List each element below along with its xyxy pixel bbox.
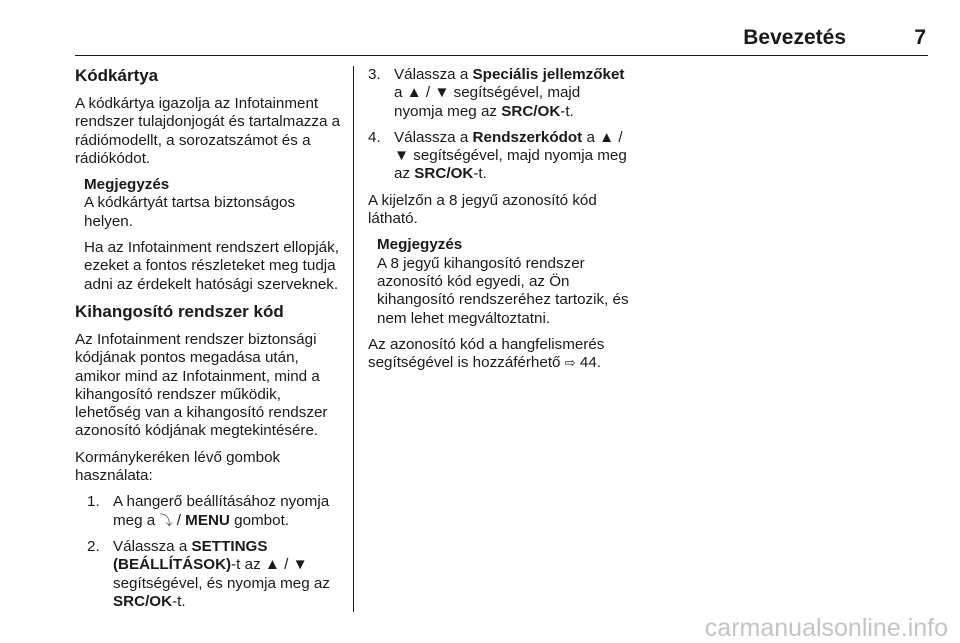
- note-text: A 8 jegyű kihangosító rendszer azonosító kód egyedi, az Ön kihangosító rendszeréhez tartozik, és nem lehet megváltoztatni.: [377, 254, 629, 327]
- note-block: [377, 236, 630, 327]
- key-name: MENU: [185, 511, 230, 529]
- header-rule: [75, 55, 928, 56]
- code-card-paragraph: A kódkártya igazolja az Infotainment rendszer tulajdonjogát és tartalmazza a rádiómodellt, a sorozatszámot és a rádiókódot.: [75, 95, 341, 167]
- list-item: 1. A hangerő beállításához nyomja meg a ⤵ / MENU gombot.: [87, 493, 330, 529]
- left-column: [75, 66, 345, 619]
- page-number: 7: [914, 26, 926, 49]
- key-name: Speciális jellemzőket: [472, 66, 625, 83]
- step-number: 4.: [368, 128, 381, 146]
- page-reference-link[interactable]: 44.: [579, 354, 601, 372]
- section-title-handsfree-code: Kihangosító rendszer kód: [75, 301, 284, 321]
- phone-voice-icon: ⤵: [159, 512, 173, 528]
- step-number: 2.: [87, 537, 100, 555]
- page-title: Bevezetés: [743, 26, 846, 49]
- key-name: SRC/OK: [414, 165, 474, 183]
- column-divider: [353, 66, 354, 612]
- step-number: 3.: [368, 66, 381, 83]
- steps-list: [368, 66, 630, 184]
- watermark: carmanualsonline.info: [704, 614, 948, 642]
- handsfree-paragraph: Az Infotainment rendszer biztonsági kódjának pontos megadása után, amikor mind az Infotainment, mind a kihangosító rendszer működik, lehetőség van a kihangosító rendszer azonosító kódjának megtekintésére.: [75, 330, 328, 440]
- note-block: [84, 176, 345, 294]
- page-header: [75, 26, 928, 56]
- steps-list: [75, 493, 345, 611]
- key-name: SRC/OK: [501, 102, 561, 120]
- note-text: A kódkártyát tartsa biztonságos helyen.: [84, 194, 296, 230]
- key-name: SETTINGS (BEÁLLÍTÁSOK): [113, 537, 268, 574]
- key-name: Rendszerkódot: [472, 128, 583, 146]
- voice-access-paragraph: Az azonosító kód a hangfelismerés segítségével is hozzáférhető ⇨ 44.: [368, 335, 605, 372]
- list-item: 3. Válassza a Speciális jellemzőket a ▲ / ▼ segítségével, majd nyomja meg az SRC/OK-t.: [368, 66, 625, 120]
- list-item: 2. Válassza a SETTINGS (BEÁLLÍTÁSOK)-t az ▲ / ▼ segítségével, és nyomja meg az SRC/OK-t.: [87, 537, 330, 610]
- key-name: SRC/OK: [113, 592, 173, 610]
- note-heading: Megjegyzés: [377, 236, 463, 254]
- right-column: [368, 66, 630, 380]
- note-heading: Megjegyzés: [84, 176, 170, 194]
- note-text: Ha az Infotainment rendszert ellopják, ezeket a fontos részleteket meg tudja adni az érdekelt hatósági szerveknek.: [84, 239, 339, 293]
- list-item: 4. Válassza a Rendszerkódot a ▲ / ▼ segítségével, majd nyomja meg az SRC/OK-t.: [368, 128, 627, 183]
- section-title-code-card: Kódkártya: [75, 66, 159, 85]
- step-number: 1.: [87, 493, 100, 511]
- steering-buttons-paragraph: Kormánykeréken lévő gombok használata:: [75, 448, 281, 485]
- page-reference-icon: ⇨: [564, 355, 576, 371]
- display-paragraph: A kijelzőn a 8 jegyű azonosító kód látható.: [368, 191, 597, 228]
